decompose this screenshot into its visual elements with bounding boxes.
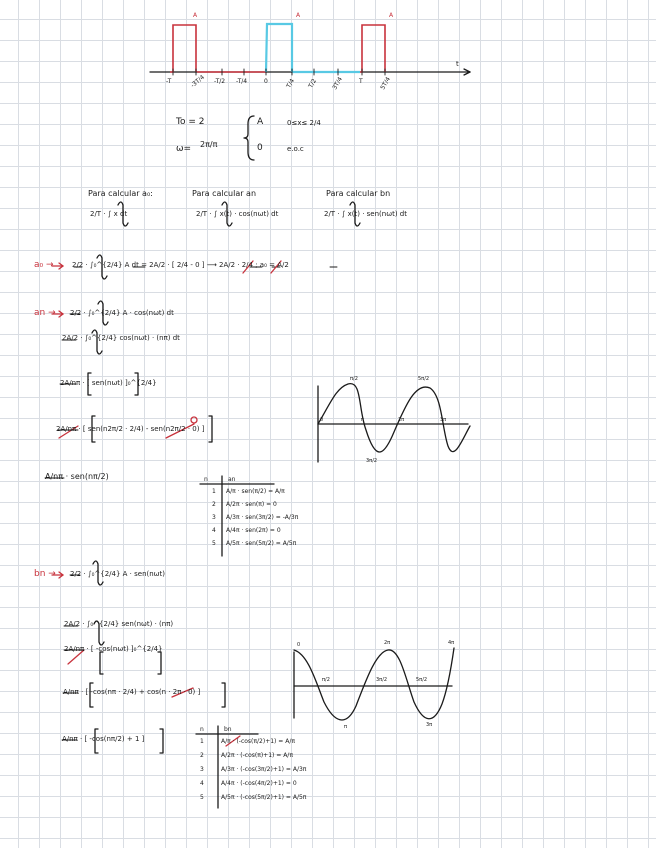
an-table-value: A/4π · sen(2π) = 0 xyxy=(226,527,281,534)
piecewise-brace xyxy=(244,116,254,160)
bn-label: bn → xyxy=(34,569,56,579)
an-table-value: A/π · sen(π/2) = A/π xyxy=(226,488,285,495)
pulse-center xyxy=(266,24,292,72)
pulse-left xyxy=(170,25,196,72)
heading-bn: Para calcular bn xyxy=(326,189,391,198)
bn-graph-label: 3π xyxy=(426,722,433,728)
piece-value-1: A xyxy=(257,117,264,127)
an-table-header-an: an xyxy=(228,476,236,483)
piece-condition-1: 0≤x≤ 2/4 xyxy=(287,119,321,127)
bn-table-value: A/π · (-cos(π/2)+1) = A/π xyxy=(221,738,295,745)
bn-step-3: 2A/nπ · [ -cos(nωt) ]₀^{2/4} xyxy=(64,645,163,653)
bn-table-value: A/3π · (-cos(3π/2)+1) = A/3π xyxy=(221,766,307,773)
an-table-value: A/3π · sen(3π/2) = -A/3π xyxy=(226,514,299,521)
an-table-n: 2 xyxy=(212,501,216,508)
formula-bn: 2/T · ∫ x(t) · sen(nωt) dt xyxy=(324,210,407,218)
bn-step-4: A/nπ · [ -cos(nπ · 2/4) + cos(n · 2π · 0) ] xyxy=(63,688,201,696)
bn-table-value: A/4π · (-cos(4π/2)+1) = 0 xyxy=(221,780,297,787)
an-graph-label: 3π xyxy=(440,417,447,423)
bn-graph-label: 3π/2 xyxy=(376,677,388,683)
omega-definition-label: ω= xyxy=(176,144,192,154)
an-table-value: A/2π · sen(π) = 0 xyxy=(226,501,277,508)
pulse-right xyxy=(292,25,385,72)
bn-table-n: 2 xyxy=(200,752,204,759)
piece-condition-2: e.o.c xyxy=(287,145,304,153)
tick-label: 3T/4 xyxy=(331,75,345,92)
bn-table-n: 3 xyxy=(200,766,204,773)
bn-step-2: 2A/2 · ∫₀^{2/4} sen(nωt) · (nπ) xyxy=(64,620,174,628)
tick-label: T/2 xyxy=(307,77,319,90)
tick-label: 5T/4 xyxy=(379,75,393,92)
an-table-value: A/5π · sen(5π/2) = A/5π xyxy=(226,540,297,547)
an-step-2: 2A/2 · ∫₀^{2/4} cos(nωt) · (nπ) dt xyxy=(62,334,180,342)
pulse-amplitude-left: A xyxy=(193,12,198,19)
time-axis-label: t xyxy=(456,60,459,68)
an-graph-label: 2π xyxy=(398,417,405,423)
pulse-amplitude-center: A xyxy=(296,12,301,19)
an-step-1: 2/2 · ∫₀^{2/4} A · cos(nωt) dt xyxy=(70,309,174,317)
pulse-train-graph xyxy=(150,24,470,75)
an-graph-label: π xyxy=(361,417,365,423)
heading-an: Para calcular an xyxy=(192,189,257,198)
bn-table-n: 1 xyxy=(200,738,204,745)
tick-label: T xyxy=(359,78,363,85)
pulse-amplitude-right: A xyxy=(389,12,394,19)
bn-graph-label: 2π xyxy=(384,640,391,646)
an-step-3: 2A/nπ · [ sen(nωt) ]₀^{2/4} xyxy=(60,379,157,387)
an-graph-label: π/2 xyxy=(350,376,358,382)
tick-label: -3T/4 xyxy=(189,73,206,90)
an-table-n: 4 xyxy=(212,527,216,534)
an-table-n: 1 xyxy=(212,488,216,495)
bn-result: A/nπ · [ -cos(nπ/2) + 1 ] xyxy=(62,735,145,743)
omega-definition-value: 2π/π xyxy=(200,140,218,149)
an-result: A/nπ · sen(nπ/2) xyxy=(45,472,109,481)
an-table-header-n: n xyxy=(204,476,208,483)
bn-table-n: 4 xyxy=(200,780,204,787)
tick-label: -T/2 xyxy=(214,78,226,85)
period-definition: To = 2 xyxy=(176,117,205,127)
bn-graph-label: 4π xyxy=(448,640,455,646)
an-table-n: 3 xyxy=(212,514,216,521)
an-step-4: 2A/nπ · [ sen(n2π/2 · 2/4) - sen(n2π/2 · 0) ] xyxy=(56,425,205,433)
tick-label: 0 xyxy=(264,78,268,85)
bn-graph-label: 0 xyxy=(297,642,301,648)
a0-calculation: 2/2 · ∫₀^{2/4} A dt = 2A/2 · [ 2/4 - 0 ] ⟶ 2A/2 · 2/4 ; a₀ = A/2 xyxy=(72,261,289,269)
formula-an: 2/T · ∫ x(t) · cos(nωt) dt xyxy=(196,210,279,218)
tick-label: -T xyxy=(166,78,172,85)
bn-graph-label: 5π/2 xyxy=(416,677,428,683)
bn-table-n: 5 xyxy=(200,794,204,801)
an-graph-label: 3π/2 xyxy=(366,458,378,464)
an-label: an → xyxy=(34,308,56,318)
bn-graph-label: π/2 xyxy=(322,677,330,683)
an-graph-label: 0 xyxy=(320,417,324,423)
an-graph-label: 5π/2 xyxy=(418,376,430,382)
bn-table-header-bn: bn xyxy=(224,726,232,733)
an-sine-graph xyxy=(318,384,470,462)
bn-step-1: 2/2 · ∫₀^{2/4} A · sen(nωt) xyxy=(70,570,166,578)
bn-table-header-n: n xyxy=(200,726,204,733)
formula-a0: 2/T · ∫ x dt xyxy=(90,210,128,218)
bn-table-value: A/5π · (-cos(5π/2)+1) = A/5π xyxy=(221,794,307,801)
tick-label: T/4 xyxy=(285,77,297,90)
heading-a0: Para calcular a₀: xyxy=(88,189,153,198)
bn-graph-label: π xyxy=(344,724,348,730)
an-table-n: 5 xyxy=(212,540,216,547)
tick-label: -T/4 xyxy=(236,78,248,85)
a0-label: a₀ → xyxy=(34,260,54,270)
bn-table-value: A/2π · (-cos(π)+1) = A/π xyxy=(221,752,293,759)
piece-value-2: 0 xyxy=(257,143,263,153)
bn-sine-graph xyxy=(294,648,454,720)
